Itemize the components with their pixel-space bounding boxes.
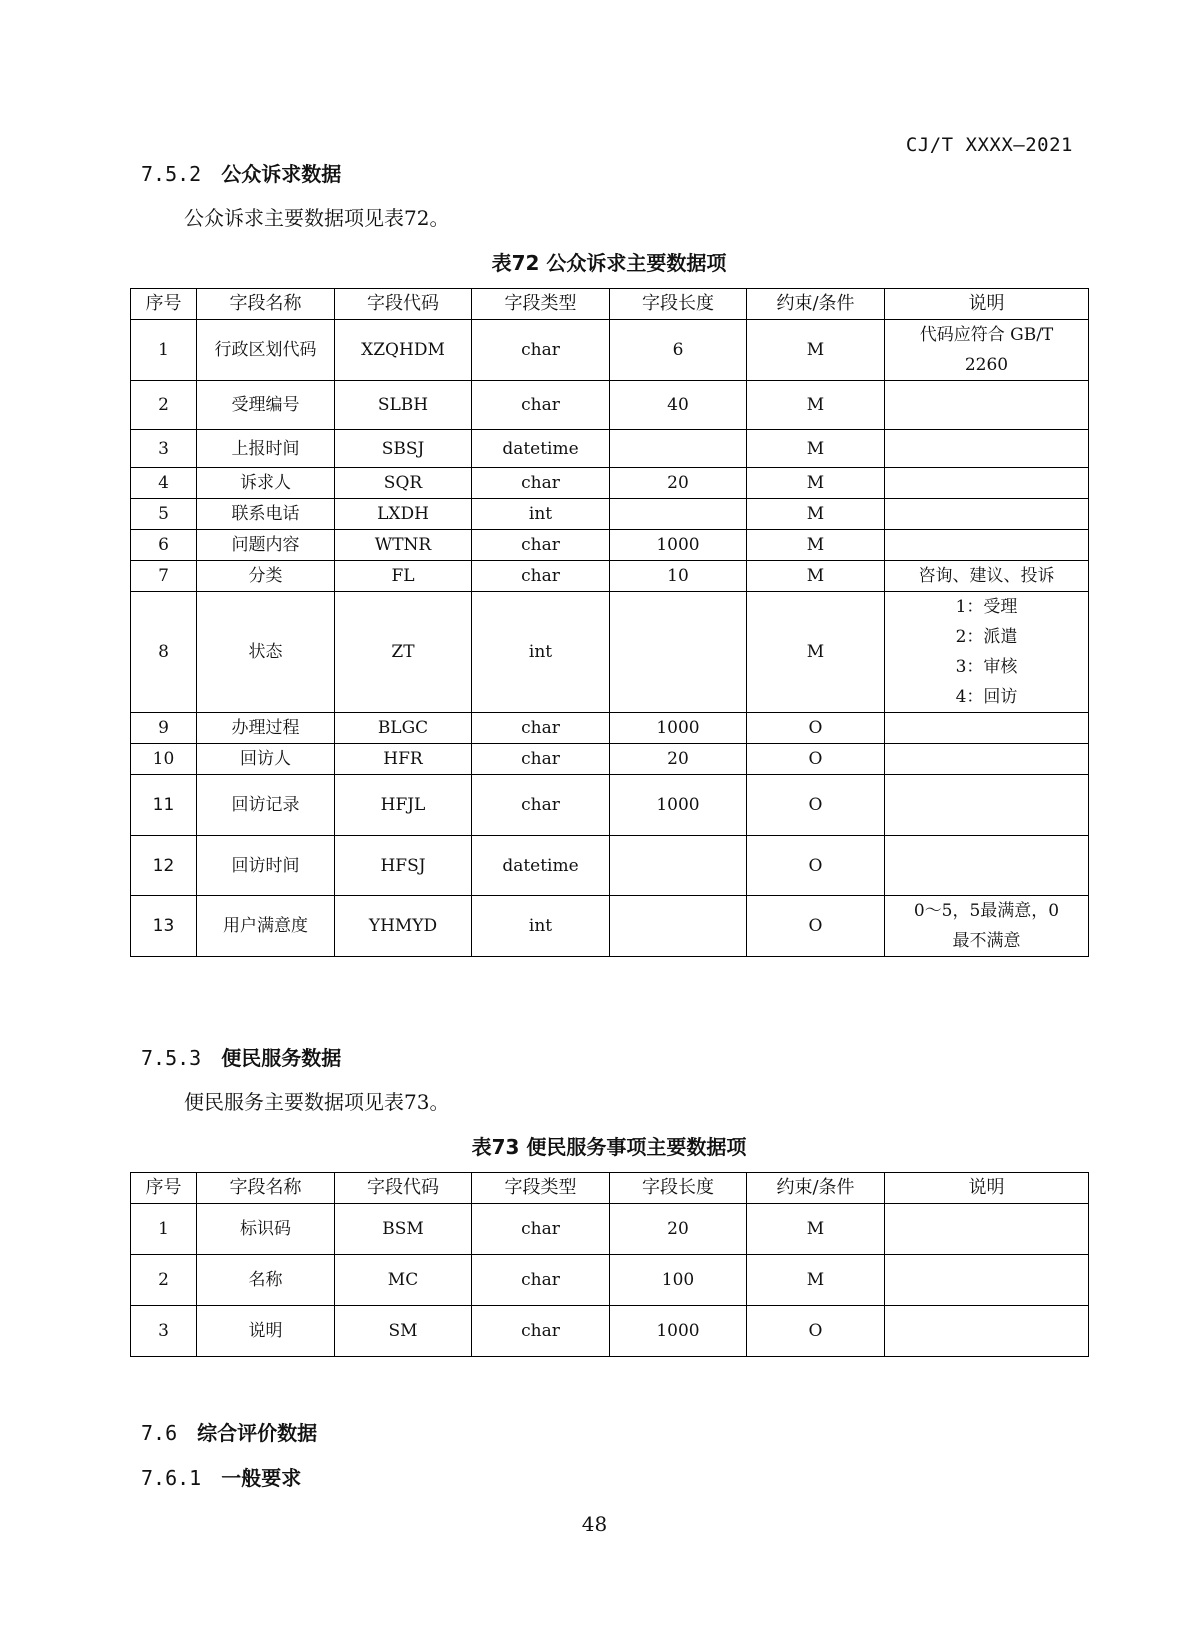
cell-field-length: 1000 [610,1306,747,1357]
cell-field-length: 1000 [610,713,747,744]
section-number: 7.6.1 [141,1466,202,1490]
cell-constraint: M [747,430,885,468]
cell-field-type: char [472,713,610,744]
cell-constraint: O [747,1306,885,1357]
cell-seq: 3 [131,430,197,468]
table-72 [130,288,1089,957]
cell-description [885,836,1089,896]
cell-seq: 8 [131,592,197,713]
cell-field-type: int [472,592,610,713]
column-header: 字段代码 [335,289,472,320]
cell-description [885,744,1089,775]
cell-field-name: 回访时间 [197,836,335,896]
cell-field-code: YHMYD [335,896,472,957]
section-title: 公众诉求数据 [221,162,342,186]
section-title: 综合评价数据 [197,1421,318,1445]
cell-field-length: 20 [610,1204,747,1255]
section-number: 7.5.3 [141,1046,202,1070]
cell-description [885,775,1089,836]
column-header: 序号 [131,1173,197,1204]
cell-constraint: O [747,744,885,775]
cell-field-name: 办理过程 [197,713,335,744]
cell-constraint: O [747,896,885,957]
cell-seq: 1 [131,320,197,381]
cell-description [885,468,1089,499]
cell-field-type: char [472,1306,610,1357]
cell-description [885,1255,1089,1306]
cell-constraint: O [747,775,885,836]
cell-field-type: char [472,775,610,836]
cell-field-length: 10 [610,561,747,592]
table-row [131,561,1089,592]
cell-constraint: M [747,561,885,592]
cell-field-type: char [472,744,610,775]
section-heading-7-5-2 [141,158,341,187]
column-header: 字段名称 [197,1173,335,1204]
table-row [131,775,1089,836]
section-heading-7-6-1 [141,1462,301,1491]
cell-field-name: 用户满意度 [197,896,335,957]
table-row [131,468,1089,499]
cell-description [885,381,1089,430]
cell-field-code: HFJL [335,775,472,836]
cell-field-code: BLGC [335,713,472,744]
section-heading-7-6 [141,1417,317,1446]
cell-description [885,530,1089,561]
cell-field-type: char [472,1204,610,1255]
cell-field-length: 20 [610,468,747,499]
cell-constraint: M [747,530,885,561]
cell-field-type: char [472,381,610,430]
cell-description [885,713,1089,744]
cell-field-type: int [472,896,610,957]
column-header: 约束/条件 [747,289,885,320]
cell-constraint: O [747,713,885,744]
cell-field-length: 100 [610,1255,747,1306]
cell-seq: 2 [131,1255,197,1306]
cell-field-length [610,499,747,530]
column-header: 字段类型 [472,289,610,320]
cell-field-name: 行政区划代码 [197,320,335,381]
cell-seq: 3 [131,1306,197,1357]
table-row [131,1255,1089,1306]
table-row [131,530,1089,561]
cell-field-code: SBSJ [335,430,472,468]
cell-constraint: O [747,836,885,896]
cell-field-name: 说明 [197,1306,335,1357]
column-header: 字段长度 [610,289,747,320]
cell-field-name: 联系电话 [197,499,335,530]
table-row [131,592,1089,713]
cell-field-type: int [472,499,610,530]
cell-field-name: 回访记录 [197,775,335,836]
cell-field-code: SM [335,1306,472,1357]
column-header: 序号 [131,289,197,320]
cell-field-code: SQR [335,468,472,499]
cell-field-name: 诉求人 [197,468,335,499]
table-row [131,430,1089,468]
table-caption-72: 表72 公众诉求主要数据项 [491,251,727,275]
table-row [131,1204,1089,1255]
table-row [131,896,1089,957]
cell-field-name: 分类 [197,561,335,592]
section-number: 7.6 [141,1421,178,1445]
cell-field-code: SLBH [335,381,472,430]
cell-field-length: 20 [610,744,747,775]
cell-seq: 7 [131,561,197,592]
cell-field-name: 名称 [197,1255,335,1306]
cell-field-code: HFR [335,744,472,775]
cell-field-type: datetime [472,430,610,468]
cell-constraint: M [747,592,885,713]
section-heading-7-5-3 [141,1042,341,1071]
cell-seq: 5 [131,499,197,530]
cell-field-type: char [472,561,610,592]
cell-field-length [610,896,747,957]
cell-seq: 6 [131,530,197,561]
section-paragraph: 公众诉求主要数据项见表72。 [184,206,450,230]
cell-description [885,1204,1089,1255]
cell-seq: 12 [131,836,197,896]
table-row [131,836,1089,896]
cell-field-code: XZQHDM [335,320,472,381]
column-header: 说明 [885,289,1089,320]
cell-constraint: M [747,499,885,530]
table-row [131,744,1089,775]
column-header: 说明 [885,1173,1089,1204]
cell-field-code: WTNR [335,530,472,561]
cell-field-type: char [472,468,610,499]
cell-field-code: ZT [335,592,472,713]
cell-field-name: 回访人 [197,744,335,775]
section-title: 便民服务数据 [221,1046,342,1070]
cell-field-type: char [472,530,610,561]
column-header: 字段代码 [335,1173,472,1204]
cell-field-length: 1000 [610,530,747,561]
cell-description [885,430,1089,468]
cell-constraint: M [747,1255,885,1306]
cell-field-name: 问题内容 [197,530,335,561]
cell-seq: 13 [131,896,197,957]
column-header: 字段类型 [472,1173,610,1204]
section-number: 7.5.2 [141,162,202,186]
cell-field-name: 状态 [197,592,335,713]
cell-field-length [610,430,747,468]
table-row [131,381,1089,430]
cell-constraint: M [747,381,885,430]
section-paragraph: 便民服务主要数据项见表73。 [184,1090,450,1114]
table-header-row [131,1173,1089,1204]
cell-constraint: M [747,320,885,381]
cell-field-code: FL [335,561,472,592]
table-row [131,320,1089,381]
table-73 [130,1172,1089,1357]
table-row [131,1306,1089,1357]
cell-description: 0～5，5最满意，0 最不满意 [885,896,1089,957]
cell-seq: 4 [131,468,197,499]
cell-field-type: char [472,320,610,381]
cell-seq: 2 [131,381,197,430]
cell-field-type: datetime [472,836,610,896]
table-caption-73: 表73 便民服务事项主要数据项 [471,1135,747,1159]
cell-description: 代码应符合 GB/T 2260 [885,320,1089,381]
cell-description [885,499,1089,530]
cell-field-code: HFSJ [335,836,472,896]
cell-field-length [610,836,747,896]
cell-field-code: MC [335,1255,472,1306]
standard-code: CJ/T XXXX—2021 [905,134,1073,156]
table-row [131,713,1089,744]
cell-seq: 1 [131,1204,197,1255]
column-header: 字段名称 [197,289,335,320]
column-header: 约束/条件 [747,1173,885,1204]
cell-seq: 10 [131,744,197,775]
page-number: 48 [581,1512,608,1536]
cell-field-length: 1000 [610,775,747,836]
section-title: 一般要求 [221,1466,302,1490]
column-header: 字段长度 [610,1173,747,1204]
cell-description: 1：受理 2：派遣 3：审核 4：回访 [885,592,1089,713]
cell-field-code: BSM [335,1204,472,1255]
cell-description [885,1306,1089,1357]
cell-field-type: char [472,1255,610,1306]
cell-field-name: 上报时间 [197,430,335,468]
cell-description: 咨询、建议、投诉 [885,561,1089,592]
cell-field-name: 受理编号 [197,381,335,430]
cell-constraint: M [747,468,885,499]
table-header-row [131,289,1089,320]
cell-constraint: M [747,1204,885,1255]
cell-seq: 9 [131,713,197,744]
cell-field-name: 标识码 [197,1204,335,1255]
cell-seq: 11 [131,775,197,836]
table-row [131,499,1089,530]
cell-field-length [610,592,747,713]
cell-field-length: 40 [610,381,747,430]
cell-field-code: LXDH [335,499,472,530]
cell-field-length: 6 [610,320,747,381]
